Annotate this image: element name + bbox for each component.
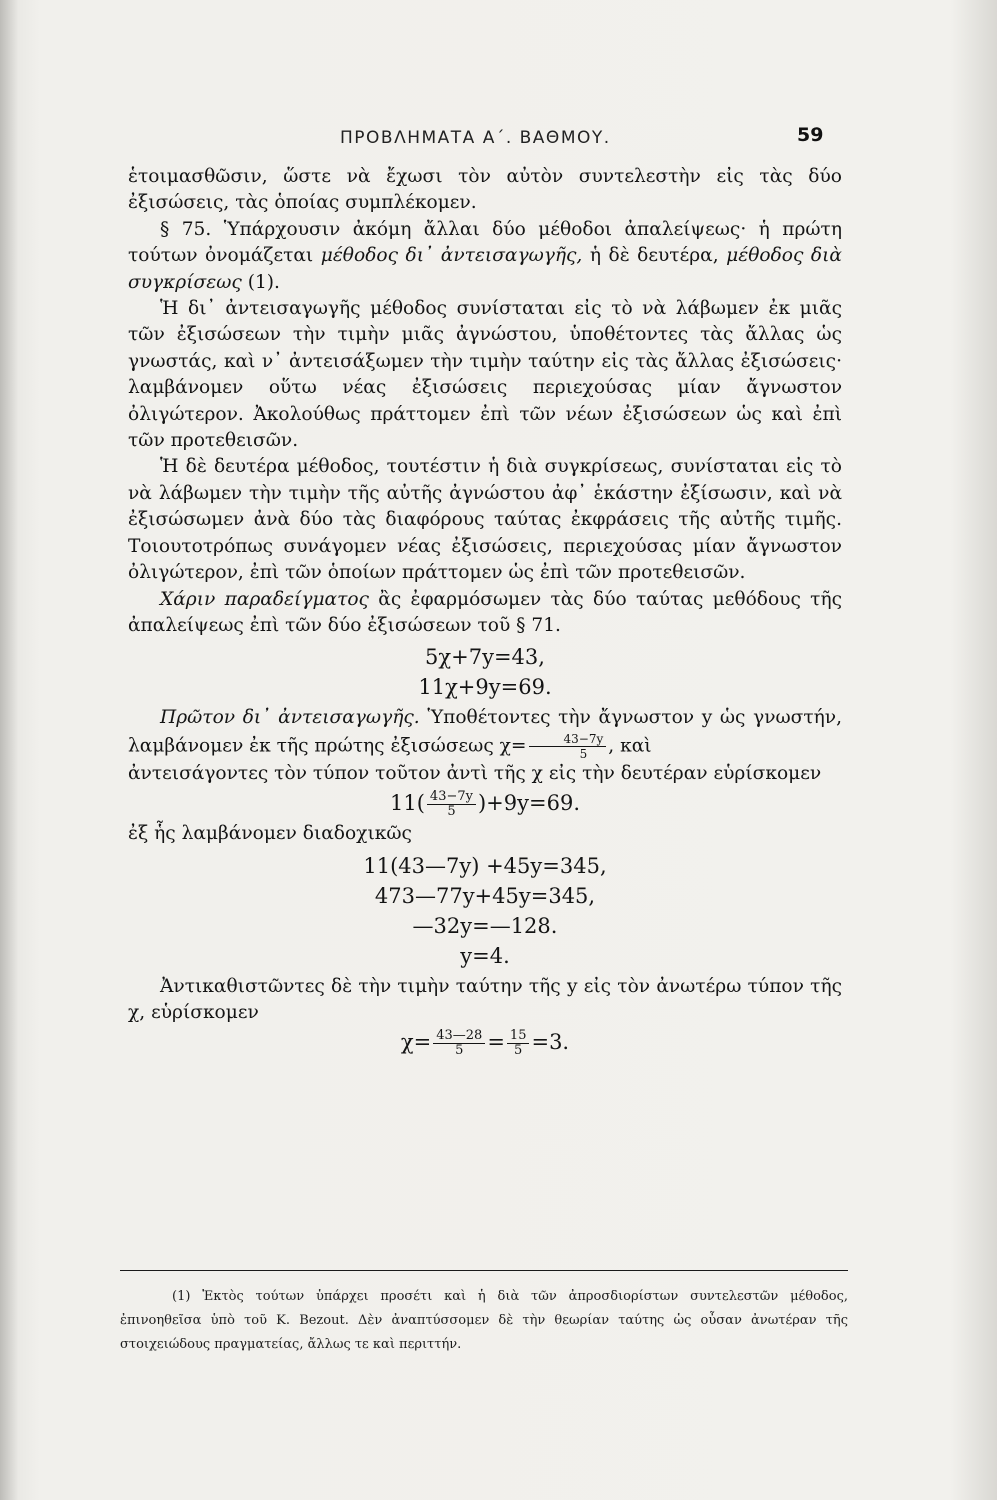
- equation-8-mid: =: [487, 1030, 505, 1055]
- footnote-reference: (1).: [247, 271, 280, 293]
- equation-3: [128, 789, 842, 819]
- fraction-numerator: 43—28: [433, 1029, 485, 1044]
- equation-4: 11(43—7y) +45y=345,: [363, 853, 607, 878]
- equation-system: [128, 643, 842, 701]
- paragraph-6: [128, 705, 842, 760]
- paragraph-5: [128, 587, 842, 640]
- equation-7: y=4.: [460, 943, 510, 968]
- fraction-substituted: [427, 790, 476, 819]
- fraction-x-reduced: [507, 1029, 530, 1058]
- paragraph-7: ἀντεισάγοντες τὸν τύπον τοῦτον ἀντὶ τῆς χ εἰς τὴν δευτέραν εὑρίσκομεν: [128, 762, 822, 784]
- paragraph-8: ἐξ ἧς λαμβάνομεν διαδοχικῶς: [128, 823, 412, 845]
- paragraph-9: Ἀντικαθιστῶντες δὲ τὴν τιμὴν ταύτην τῆς y εἰς τὸν ἀνωτέρω τύπον τῆς χ, εὑρίσκομεν: [128, 975, 842, 1023]
- fraction-denominator: 5: [455, 1043, 464, 1059]
- equation-8: [128, 1028, 842, 1058]
- equation-5: 473—77y+45y=345,: [374, 883, 596, 908]
- footnote-rule: [120, 1270, 848, 1271]
- fraction-numerator: 15: [507, 1029, 530, 1044]
- fraction-denominator: 5: [447, 804, 456, 820]
- paragraph-3: Ἡ δι᾿ ἀντεισαγωγῆς μέθοδος συνίσταται εἰς τὸ νὰ λάβωμεν ἐκ μιᾶς τῶν ἐξισώσεων τὴν τιμὴν μιᾶς ἀγνώστου, ὑποθέτοντες τὰς ἄλλας ὡς γνωστάς, καὶ ν᾿ ἀντεισάξωμεν τὴν τιμὴν ταύτην εἰς τὰς ἄλλας ἐξισώσεις· λαμβάνομεν οὕτω νέας ἐξισώσεις περιεχούσας μίαν ἄγνωστον ὀλιγώτερον. Ἀκολούθως πράττομεν ἐπὶ τῶν νέων ἐξισώσεων ὡς καὶ ἐπὶ τῶν προτεθεισῶν.: [128, 298, 842, 452]
- equation-2: 11χ+9y=69.: [418, 675, 552, 700]
- fraction-numerator: 43−7y: [529, 732, 607, 747]
- page-gutter-shadow: [0, 0, 18, 1500]
- paragraph-2-text-a: Ὑπάρχουσιν ἀκόμη ἄλλαι δύο μέθοδοι ἀπαλείψεως· ἡ πρώτη τούτων ὀνομάζεται: [128, 218, 842, 267]
- equation-8-pre: χ=: [400, 1030, 432, 1055]
- page-body: [128, 164, 842, 1060]
- substitution-heading: Πρῶτον δι᾿ ἀντεισαγωγῆς.: [160, 707, 420, 729]
- paragraph-6-tail: , καὶ: [608, 735, 652, 757]
- example-phrase: Χάριν παραδείγματος: [160, 588, 369, 610]
- fraction-x-numeric: [433, 1029, 485, 1058]
- fraction-denominator: 5: [579, 746, 588, 761]
- page-header: [0, 122, 997, 162]
- paragraph-section-75: [128, 217, 842, 296]
- fraction-numerator: 43−7y: [427, 790, 476, 805]
- method-comparison-term: μέθοδος διὰ συγκρίσεως: [128, 245, 842, 293]
- running-head: ΠΡΟΒΛΗΜΑΤΑ Α΄. ΒΑΘΜΟΥ.: [340, 128, 611, 148]
- paragraph-2-text-c: ἡ δὲ δευτέρα,: [589, 245, 719, 267]
- equation-8-post: =3.: [531, 1030, 570, 1055]
- paragraph-5-text: ἂς ἐφαρμόσωμεν τὰς δύο ταύτας μεθόδους τῆς ἀπαλείψεως ἐπὶ τῶν δύο ἐξισώσεων τοῦ § 71.: [128, 588, 842, 636]
- equation-1: 5χ+7y=43,: [425, 645, 545, 670]
- equation-steps: [128, 852, 842, 970]
- equation-6: —32y=—128.: [412, 913, 558, 938]
- paragraph-4: Ἡ δὲ δευτέρα μέθοδος, τουτέστιν ἡ διὰ συγκρίσεως, συνίσταται εἰς τὸ νὰ λάβωμεν τὴν τιμὴν τῆς αὐτῆς ἀγνώστου ἀφ᾿ ἑκάστην ἐξίσωσιν, καὶ νὰ ἐξισώσωμεν ἀνὰ δύο τὰς διαφόρους ταύτας ἐκφράσεις τῆς αὐτῆς τιμῆς. Τοιουτοτρόπως συνάγομεν νέας ἐξισώσεις, περιεχούσας μίαν ἄγνωστον ὀλιγώτερον, ἐπὶ τῶν ὁποίων πράττομεν ὡς ἐπὶ τῶν προτεθεισῶν.: [128, 456, 842, 584]
- fraction-denominator: 5: [514, 1043, 523, 1059]
- equation-3-post: )+9y=69.: [477, 791, 580, 816]
- equation-3-pre: 11(: [390, 791, 425, 816]
- paragraph-6-text: Ὑποθέτοντες τὴν ἄγνωστον y ὡς γνωστήν, λαμβάνομεν ἐκ τῆς πρώτης ἐξισώσεως χ=: [128, 707, 842, 757]
- footnote-area: [120, 1270, 848, 1357]
- footnote-1: (1) Ἐκτὸς τούτων ὑπάρχει προσέτι καὶ ἡ διὰ τῶν ἀπροσδιορίστων συντελεστῶν μέθοδος, ἐπινοηθεῖσα ὑπὸ τοῦ Κ. Bezout. Δὲν ἀναπτύσσομεν δὲ τὴν θεωρίαν ταύτης ὡς οὖσαν ἀνωτέραν τῆς στοιχειώδους πραγματείας, ἄλλως τε καὶ περιττήν.: [120, 1289, 848, 1352]
- section-number: § 75.: [160, 218, 212, 240]
- page-number: 59: [797, 124, 824, 146]
- method-substitution-term: μέθοδος δι᾿ ἀντεισαγωγῆς,: [320, 245, 583, 267]
- fraction-x-value: [529, 732, 607, 761]
- paragraph-1: ἑτοιμασθῶσιν, ὥστε νὰ ἔχωσι τὸν αὐτὸν συντελεστὴν εἰς τὰς δύο ἐξισώσεις, τὰς ὁποίας συμπλέκομεν.: [128, 166, 842, 214]
